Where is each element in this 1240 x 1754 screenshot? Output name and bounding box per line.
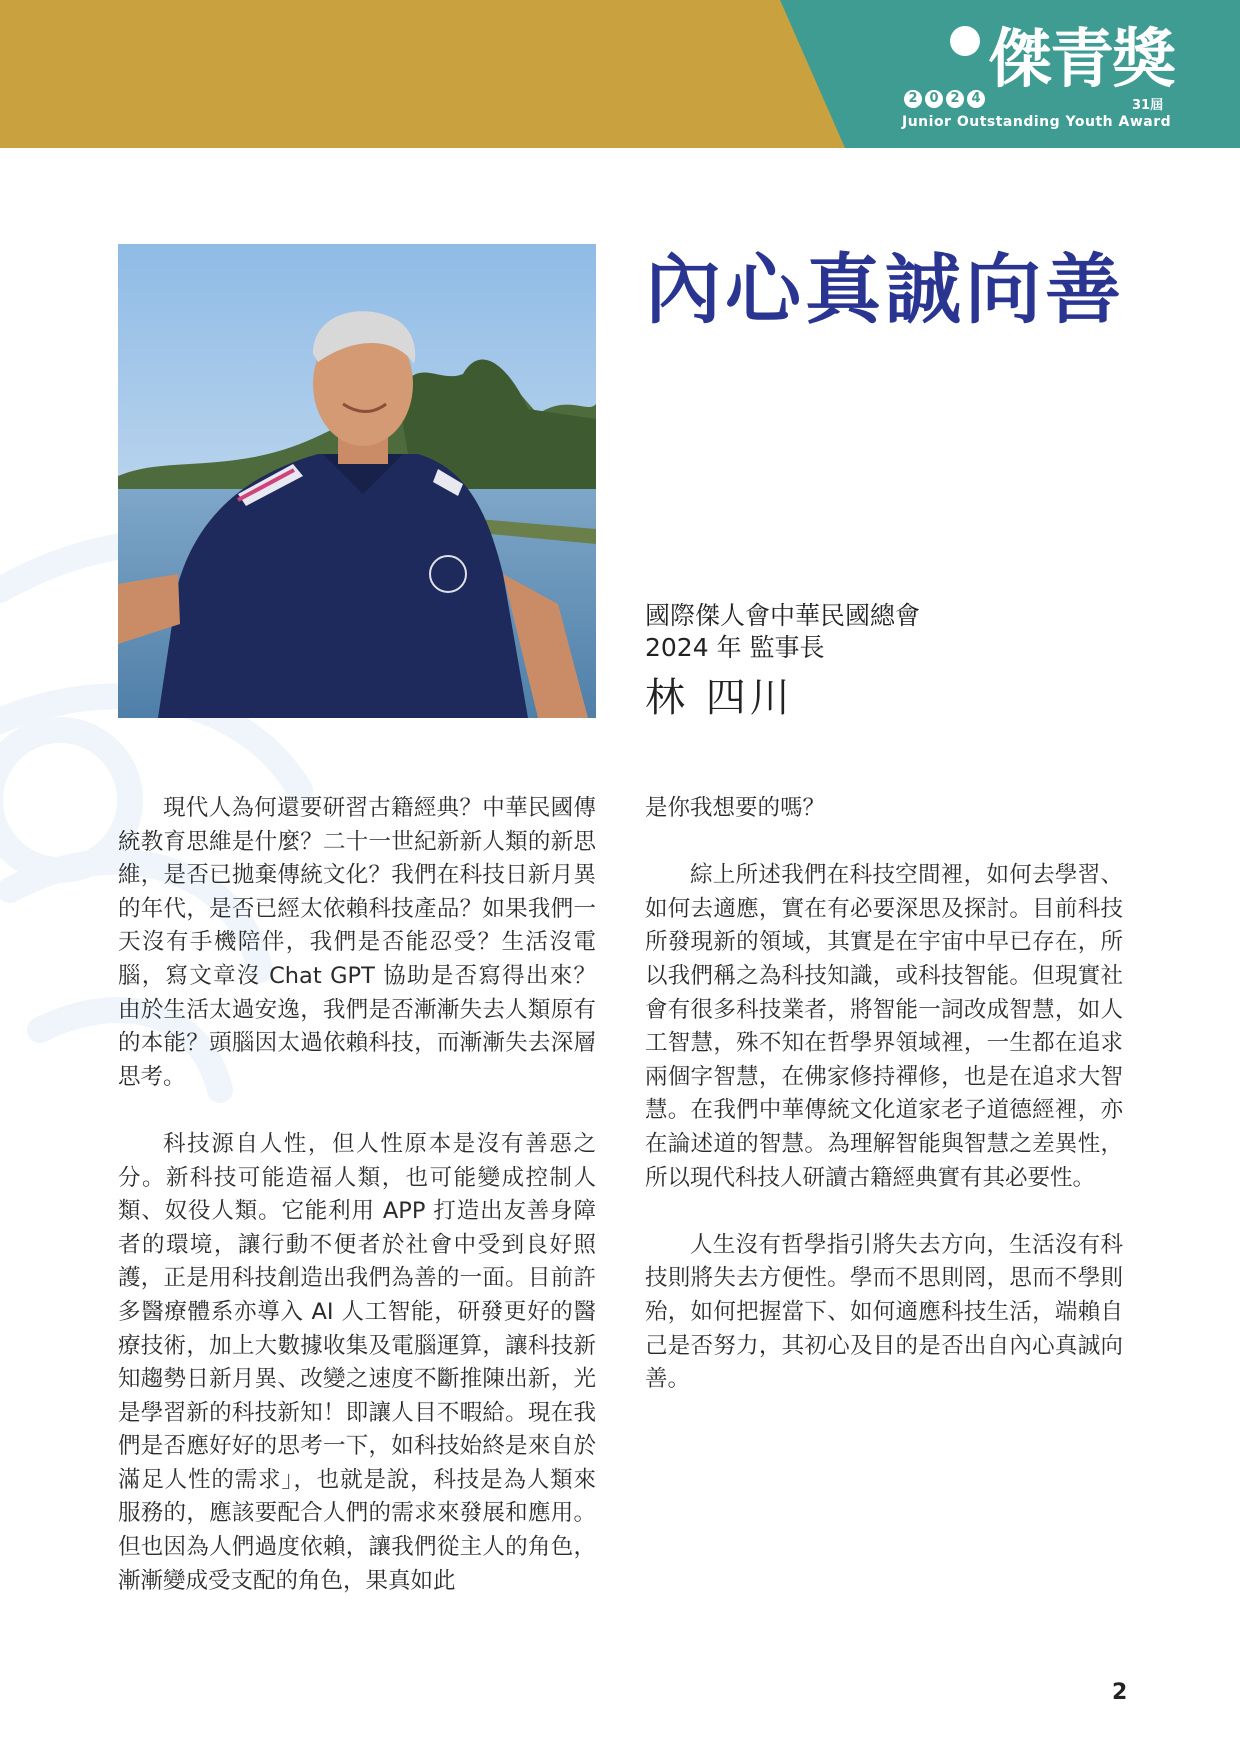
author-photo bbox=[118, 244, 596, 718]
body-paragraph-continuation: 是你我想要的嗎？ bbox=[645, 795, 826, 821]
logo-edition: 31屆 bbox=[1132, 98, 1164, 113]
body-paragraph: 現代人為何還要研習古籍經典？中華民國傳統教育思維是什麼？二十一世紀新新人類的新思維，是否已拋棄傳統文化？我們在科技日新月異的年代，是否已經太依賴科技產品？如果我們一天沒有手機陪伴，我們是否能忍受？生活沒電腦，寫文章沒 Chat GPT 協助是否寫得出來？由於生活太過安逸，我們是否漸漸失去人類原有的本能？頭腦因太過依賴科技，而漸漸失去深層思考。 bbox=[118, 795, 596, 1090]
header-band bbox=[0, 0, 1240, 148]
logo-year-digit: 2 bbox=[904, 90, 922, 108]
award-logo bbox=[880, 18, 1180, 138]
logo-subtitle: Junior Outstanding Youth Award bbox=[902, 114, 1172, 130]
logo-year-digit: 0 bbox=[925, 90, 943, 108]
author-name: 林 四川 bbox=[645, 675, 794, 721]
body-paragraph: 綜上所述我們在科技空間裡，如何去學習、如何去適應，實在有必要深思及探討。目前科技所發現新的領域，其實是在宇宙中早已存在，所以我們稱之為科技知識，或科技智能。但現實社會有很多科技業者，將智能一詞改成智慧，如人工智慧，殊不知在哲學界領域裡，一生都在追求兩個字智慧，在佛家修持禪修，也是在追求大智慧。在我們中華傳統文化道家老子道德經裡，亦在論述道的智慧。為理解智能與智慧之差異性，所以現代科技人研讀古籍經典實有其必要性。 bbox=[645, 862, 1123, 1191]
logo-title: 傑青獎 bbox=[988, 23, 1174, 97]
author-organization: 國際傑人會中華民國總會 bbox=[645, 601, 921, 630]
body-paragraph: 人生沒有哲學指引將失去方向，生活沒有科技則將失去方便性。學而不思則罔，思而不學則殆，如何把握當下、如何適應科技生活，端賴自己是否努力，其初心及目的是否出自內心真誠向善。 bbox=[645, 1231, 1123, 1393]
logo-year-digit: 4 bbox=[967, 90, 985, 108]
logo-year bbox=[904, 90, 985, 108]
logo-year-digit: 2 bbox=[946, 90, 964, 108]
body-column-left bbox=[118, 792, 596, 1632]
author-block bbox=[645, 600, 920, 722]
body-column-right bbox=[645, 792, 1123, 1430]
author-photo-image bbox=[118, 244, 596, 718]
page-number: 2 bbox=[1112, 1680, 1128, 1705]
author-role: 2024 年 監事長 bbox=[645, 633, 825, 662]
logo-dot-icon bbox=[950, 26, 980, 56]
article-title: 內心真誠向善 bbox=[645, 245, 1125, 334]
body-paragraph: 科技源自人性，但人性原本是沒有善惡之分。新科技可能造福人類，也可能變成控制人類、奴役人類。它能利用 APP 打造出友善身障者的環境，讓行動不便者於社會中受到良好照護，正是用科技創造出我們為善的一面。目前許多醫療體系亦導入 AI 人工智能，研發更好的醫療技術，加上大數據收集及電腦運算，讓科技新知趨勢日新月異、改變之速度不斷推陳出新，光是學習新的科技新知！即讓人目不暇給。現在我們是否應好好的思考一下，如科技始終是來自於滿足人性的需求」，也就是說，科技是為人類來服務的，應該要配合人們的需求來發展和應用。但也因為人們過度依賴，讓我們從主人的角色，漸漸變成受支配的角色，果真如此 bbox=[118, 1130, 596, 1594]
